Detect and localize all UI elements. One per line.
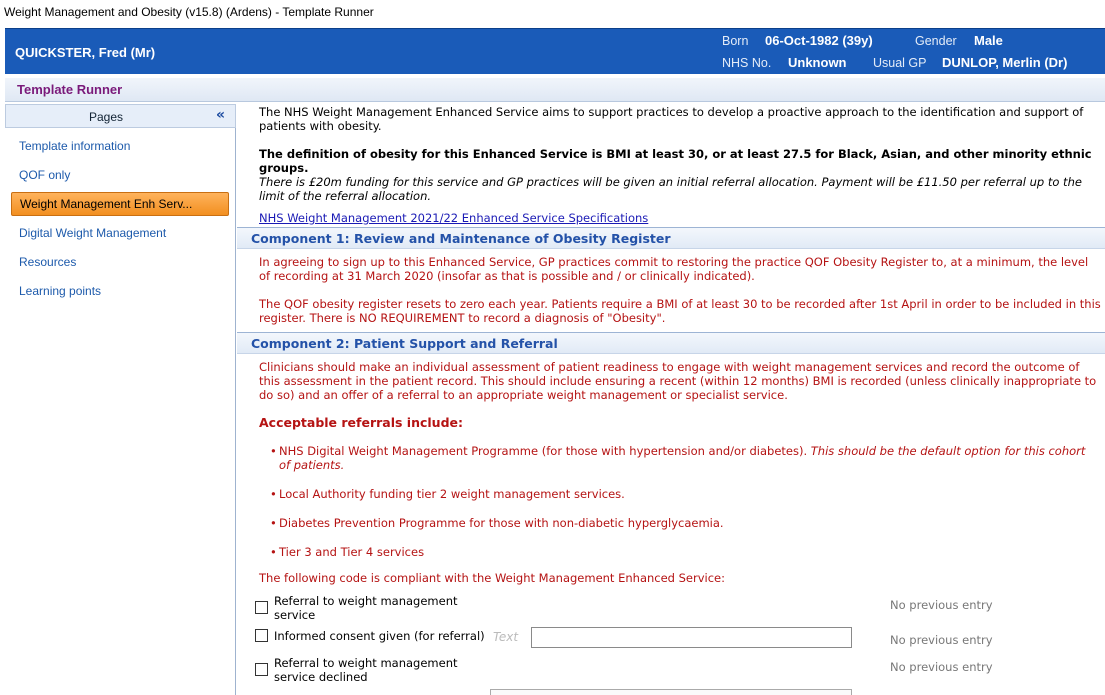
template-runner-title: Template Runner (17, 82, 123, 97)
intro-text: The NHS Weight Management Enhanced Service aims to support practices to develop a proactive approach to the identification and support of patients with obesity. (259, 105, 1084, 133)
component2-title: Component 2: Patient Support and Referral (251, 336, 558, 351)
next-input-box[interactable] (490, 689, 852, 695)
component2-para1: Clinicians should make an individual assessment of patient readiness to engage with weight management services and record the outcome of this assessment in the patient record. This should include ensuring a recent (within 12 months) BMI is recorded (unless clinically inappropriate to do so) and an offer of a referral to an appropriate weight management or specialist service. (259, 360, 1097, 402)
referral-declined-label: Referral to weight management service declined (274, 656, 458, 684)
collapse-chevron-icon[interactable]: « (215, 107, 225, 123)
declined-previous-entry: No previous entry (890, 660, 993, 674)
patient-banner (5, 28, 1105, 74)
consent-text-input[interactable] (531, 627, 852, 648)
born-label: Born (722, 34, 749, 48)
component2-header (237, 332, 1105, 354)
sidebar-item-template-information[interactable]: Template information (19, 139, 131, 153)
template-content (237, 104, 1105, 695)
sidebar-item-qof-only[interactable]: QOF only (19, 168, 71, 182)
gender-value: Male (974, 33, 1003, 48)
component1-header (237, 227, 1105, 249)
usual-gp-value: DUNLOP, Merlin (Dr) (942, 55, 1068, 70)
sidebar-item-weight-management-enh-serv[interactable]: Weight Management Enh Serv... (11, 192, 229, 216)
compliant-code-text: The following code is compliant with the Weight Management Enhanced Service: (259, 571, 726, 585)
gender-label: Gender (915, 34, 957, 48)
consent-previous-entry: No previous entry (890, 633, 993, 647)
referral-bullet-2: • Local Authority funding tier 2 weight management services. (270, 487, 625, 501)
referral-bullet-3: • Diabetes Prevention Programme for those with non-diabetic hyperglycaemia. (270, 516, 724, 530)
usual-gp-label: Usual GP (873, 56, 927, 70)
referral-checkbox[interactable] (255, 601, 268, 614)
patient-name: QUICKSTER, Fred (Mr) (15, 45, 156, 60)
referral-previous-entry: No previous entry (890, 598, 993, 612)
nhs-value: Unknown (788, 55, 847, 70)
informed-consent-checkbox[interactable] (255, 629, 268, 642)
pages-header (5, 104, 236, 128)
referral-checkbox-label: Referral to weight management service (274, 594, 458, 622)
informed-consent-label: Informed consent given (for referral) (274, 629, 485, 643)
text-hint: Text (493, 630, 519, 644)
spec-link[interactable]: NHS Weight Management 2021/22 Enhanced Service Specifications (259, 211, 649, 225)
referral-declined-checkbox[interactable] (255, 663, 268, 676)
template-runner-header (5, 78, 1105, 102)
nhs-label: NHS No. (722, 56, 772, 70)
obesity-definition: The definition of obesity for this Enhanced Service is BMI at least 30, or at least 27.5 for Black, Asian, and other minority ethnic groups. (259, 147, 1092, 175)
funding-text: There is £20m funding for this service and GP practices will be given an initial referral allocation. Payment will be £11.50 per referral up to the limit of the referral allocation. (259, 175, 1082, 203)
sidebar-item-resources[interactable]: Resources (19, 255, 77, 269)
component1-para2: The QOF obesity register resets to zero each year. Patients require a BMI of at least 30 to be recorded after 1st April in order to be included in this register. There is NO REQUIREMENT to record a diagnosis of "Obesity". (259, 297, 1101, 325)
referral-bullet-4: • Tier 3 and Tier 4 services (270, 545, 425, 559)
component1-title: Component 1: Review and Maintenance of Obesity Register (251, 231, 671, 246)
pages-title: Pages (88, 110, 124, 124)
referral-bullet-1: • NHS Digital Weight Management Programme (for those with hypertension and/or diabetes). This should be the default option for this cohort of patients. (270, 444, 1086, 472)
sidebar-item-learning-points[interactable]: Learning points (19, 284, 102, 298)
referrals-heading: Acceptable referrals include: (259, 415, 463, 430)
sidebar-item-digital-weight-management[interactable]: Digital Weight Management (19, 226, 167, 240)
window-title: Weight Management and Obesity (v15.8) (Ardens) - Template Runner (0, 0, 1105, 26)
pages-sidebar (5, 104, 236, 695)
component1-para1: In agreeing to sign up to this Enhanced Service, GP practices commit to restoring the practice QOF Obesity Register to, at a minimum, the level of recording at 31 March 2020 (insofar as that is possible and / or clinically indicated). (259, 255, 1089, 283)
born-value: 06-Oct-1982 (39y) (765, 33, 873, 48)
